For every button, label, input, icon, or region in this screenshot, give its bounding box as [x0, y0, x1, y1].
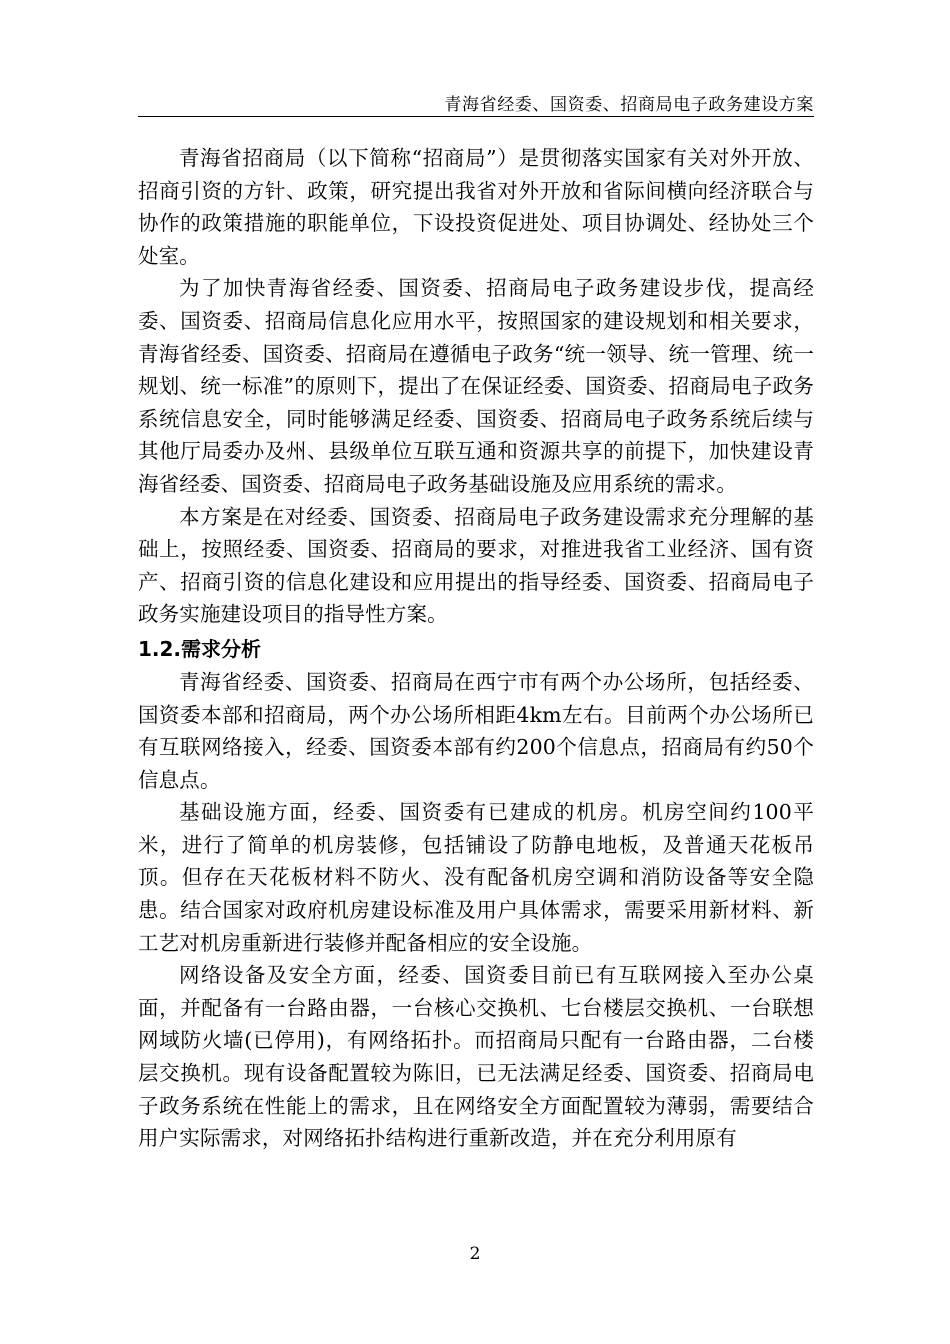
page-number: 2	[469, 1244, 481, 1264]
paragraph-network-security: 网络设备及安全方面，经委、国资委目前已有互联网接入至办公桌面，并配备有一台路由器，一台核心交换机、七台楼层交换机、一台联想网域防火墙(已停用)，有网络拓扑。而招商局只配有一台路由器，二台楼层交换机。现有设备配置较为陈旧，已无法满足经委、国资委、招商局电子政务系统在性能上的需求，且在网络安全方面配置较为薄弱，需要结合用户实际需求，对网络拓扑结构进行重新改造，并在充分利用原有	[138, 963, 814, 1151]
section-heading-requirements: 1.2.需求分析	[138, 636, 262, 661]
document-body	[138, 142, 814, 1155]
paragraph-infrastructure: 基础设施方面，经委、国资委有已建成的机房。机房空间约100平米，进行了简单的机房装修，包括铺设了防静电地板，及普通天花板吊顶。但存在天花板材料不防火、没有配备机房空调和消防设备等安全隐患。结合国家对政府机房建设标准及用户具体需求，需要采用新材料、新工艺对机房重新进行装修并配备相应的安全设施。	[138, 800, 814, 955]
running-header: 青海省经委、国资委、招商局电子政务建设方案	[444, 95, 814, 115]
header-divider	[138, 116, 814, 117]
paragraph-construction-goal: 为了加快青海省经委、国资委、招商局电子政务建设步伐，提高经委、国资委、招商局信息化应用水平，按照国家的建设规划和相关要求，青海省经委、国资委、招商局在遵循电子政务“统一领导、统一管理、统一规划、统一标准”的原则下，提出了在保证经委、国资委、招商局电子政务系统信息安全，同时能够满足经委、国资委、招商局电子政务系统后续与其他厅局委办及州、县级单位互联互通和资源共享的前提下，加快建设青海省经委、国资委、招商局电子政务基础设施及应用系统的需求。	[138, 276, 814, 496]
paragraph-bureau-intro: 青海省招商局（以下简称“招商局”）是贯彻落实国家有关对外开放、招商引资的方针、政策，研究提出我省对外开放和省际间横向经济联合与协作的政策措施的职能单位，下设投资促进处、项目协调处、经协处三个处室。	[138, 146, 814, 268]
paragraph-office-sites: 青海省经委、国资委、招商局在西宁市有两个办公场所，包括经委、国资委本部和招商局，两个办公场所相距4km左右。目前两个办公场所已有互联网络接入，经委、国资委本部有约200个信息点，招商局有约50个信息点。	[138, 669, 814, 792]
paragraph-plan-purpose: 本方案是在对经委、国资委、招商局电子政务建设需求充分理解的基础上，按照经委、国资委、招商局的要求，对推进我省工业经济、国有资产、招商引资的信息化建设和应用提出的指导经委、国资委、招商局电子政务实施建设项目的指导性方案。	[138, 504, 814, 627]
